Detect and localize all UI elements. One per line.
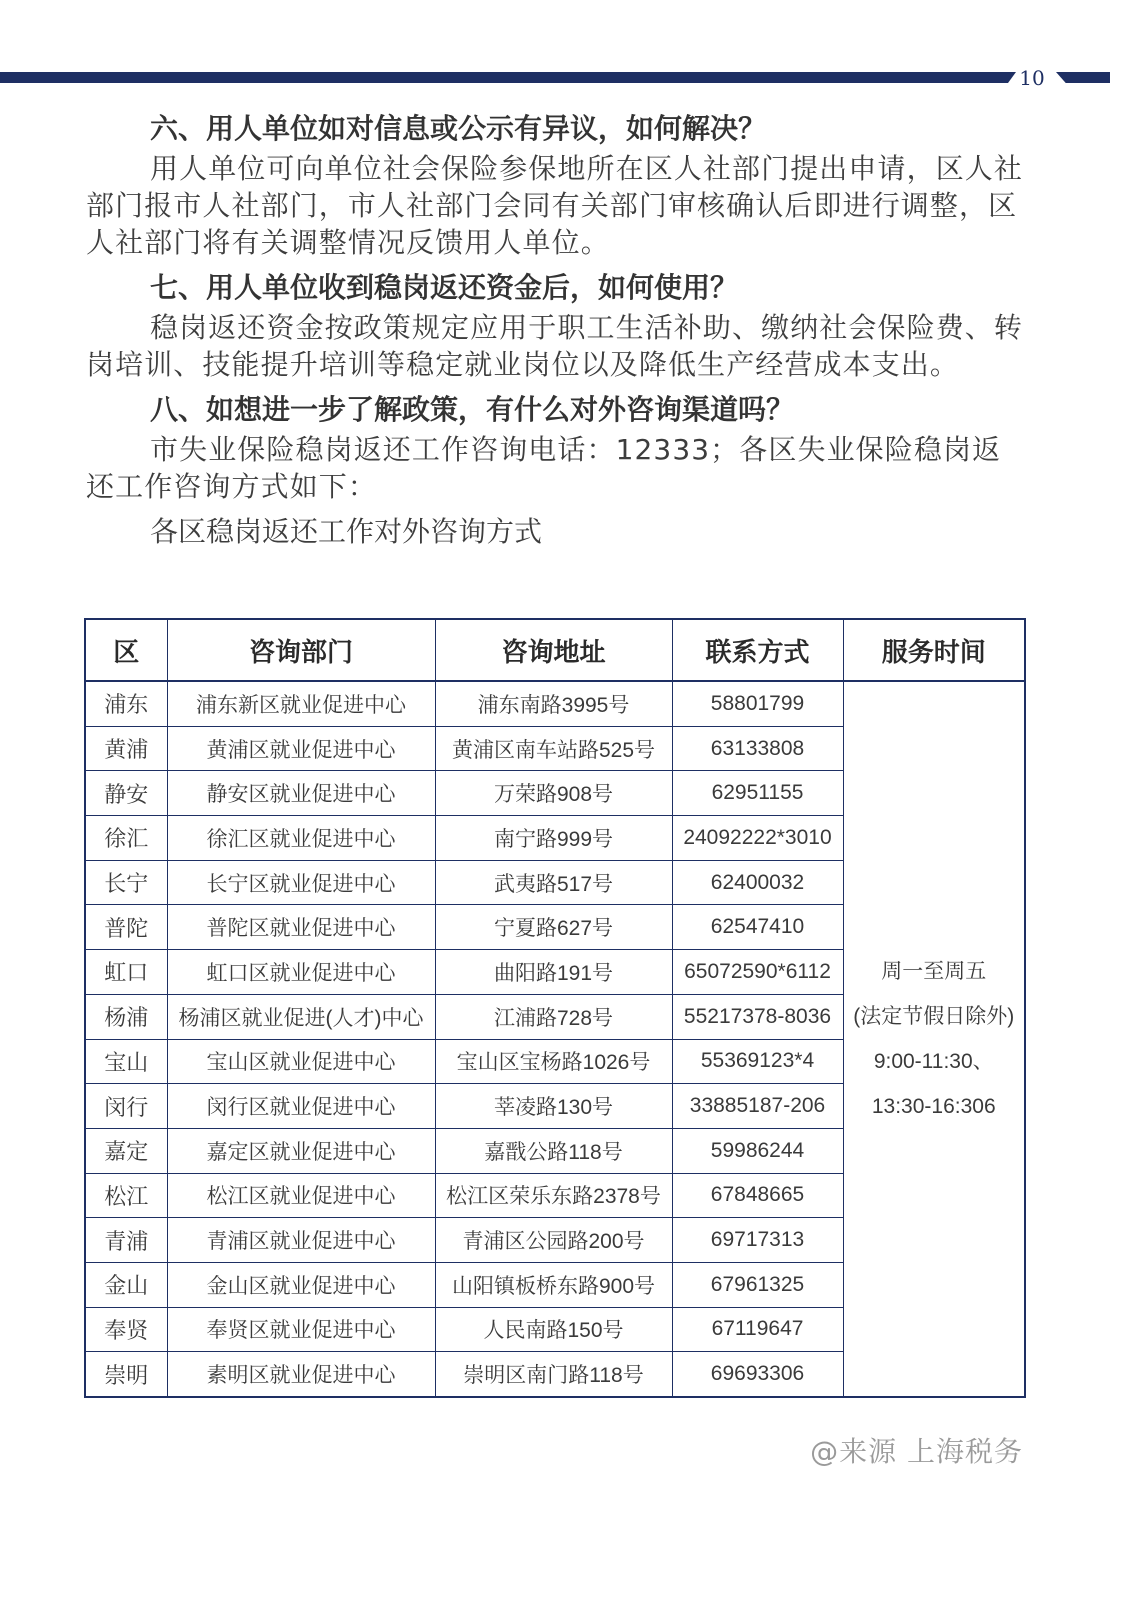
cell-phone: 67119647 <box>672 1307 843 1352</box>
header-contact: 联系方式 <box>672 619 843 681</box>
cell-district: 青浦 <box>85 1218 167 1263</box>
document-body <box>86 110 1026 550</box>
cell-department: 浦东新区就业促进中心 <box>167 681 435 726</box>
cell-phone: 62400032 <box>672 860 843 905</box>
cell-address: 南宁路999号 <box>435 816 672 861</box>
cell-department: 静安区就业促进中心 <box>167 771 435 816</box>
cell-department: 长宁区就业促进中心 <box>167 860 435 905</box>
cell-district: 长宁 <box>85 860 167 905</box>
cell-phone: 55369123*4 <box>672 1039 843 1084</box>
cell-address: 万荣路908号 <box>435 771 672 816</box>
cell-address: 浦东南路3995号 <box>435 681 672 726</box>
cell-district: 虹口 <box>85 950 167 995</box>
header-bar-notch <box>1008 72 1016 83</box>
cell-address: 宁夏路627号 <box>435 905 672 950</box>
cell-district: 崇明 <box>85 1352 167 1397</box>
header-bar <box>0 72 1008 83</box>
cell-service-time <box>843 681 1025 1397</box>
cell-department: 虹口区就业促进中心 <box>167 950 435 995</box>
cell-address: 江浦路728号 <box>435 994 672 1039</box>
cell-district: 宝山 <box>85 1039 167 1084</box>
cell-district: 闵行 <box>85 1084 167 1129</box>
service-time-line: 周一至周五 <box>881 960 987 983</box>
cell-phone: 69693306 <box>672 1352 843 1397</box>
cell-phone: 33885187-206 <box>672 1084 843 1129</box>
table-row <box>85 681 1025 726</box>
cell-district: 普陀 <box>85 905 167 950</box>
page-number: 10 <box>1019 66 1045 90</box>
cell-department: 闵行区就业促进中心 <box>167 1084 435 1129</box>
cell-phone: 62547410 <box>672 905 843 950</box>
cell-address: 人民南路150号 <box>435 1307 672 1352</box>
cell-department: 奉贤区就业促进中心 <box>167 1307 435 1352</box>
cell-district: 松江 <box>85 1173 167 1218</box>
cell-district: 杨浦 <box>85 994 167 1039</box>
cell-address: 黄浦区南车站路525号 <box>435 726 672 771</box>
question-7: 七、用人单位收到稳岗返还资金后，如何使用？ <box>150 271 739 304</box>
cell-department: 普陀区就业促进中心 <box>167 905 435 950</box>
cell-phone: 62951155 <box>672 771 843 816</box>
cell-department: 杨浦区就业促进(人才)中心 <box>167 994 435 1039</box>
header-address: 咨询地址 <box>435 619 672 681</box>
cell-address: 曲阳路191号 <box>435 950 672 995</box>
service-time-line: (法定节假日除外) <box>853 1005 1015 1028</box>
cell-phone: 58801799 <box>672 681 843 726</box>
consultation-table <box>84 618 1026 1398</box>
cell-department: 嘉定区就业促进中心 <box>167 1128 435 1173</box>
cell-district: 静安 <box>85 771 167 816</box>
question-6: 六、用人单位如对信息或公示有异议，如何解决？ <box>150 112 767 145</box>
cell-phone: 67961325 <box>672 1262 843 1307</box>
cell-address: 崇明区南门路118号 <box>435 1352 672 1397</box>
cell-department: 青浦区就业促进中心 <box>167 1218 435 1263</box>
cell-phone: 24092222*3010 <box>672 816 843 861</box>
cell-district: 徐汇 <box>85 816 167 861</box>
cell-department: 松江区就业促进中心 <box>167 1173 435 1218</box>
header-department: 咨询部门 <box>167 619 435 681</box>
cell-department: 素明区就业促进中心 <box>167 1352 435 1397</box>
table-header-row <box>85 619 1025 681</box>
cell-address: 松江区荣乐东路2378号 <box>435 1173 672 1218</box>
answer-8: 市失业保险稳岗返还工作咨询电话：12333；各区失业保险稳岗返还工作咨询方式如下： <box>86 433 1002 503</box>
cell-department: 宝山区就业促进中心 <box>167 1039 435 1084</box>
cell-phone: 69717313 <box>672 1218 843 1263</box>
cell-phone: 65072590*6112 <box>672 950 843 995</box>
cell-district: 奉贤 <box>85 1307 167 1352</box>
cell-address: 青浦区公园路200号 <box>435 1218 672 1263</box>
cell-district: 嘉定 <box>85 1128 167 1173</box>
question-8: 八、如想进一步了解政策，有什么对外咨询渠道吗？ <box>150 393 795 426</box>
cell-phone: 55217378-8036 <box>672 994 843 1039</box>
cell-department: 金山区就业促进中心 <box>167 1262 435 1307</box>
header-district: 区 <box>85 619 167 681</box>
answer-6: 用人单位可向单位社会保险参保地所在区人社部门提出申请，区人社部门报市人社部门，市人社部门会同有关部门审核确认后即进行调整，区人社部门将有关调整情况反馈用人单位。 <box>86 152 1024 259</box>
service-time-line: 9:00-11:30、 <box>873 1050 994 1073</box>
header-bar-tail <box>1056 72 1110 83</box>
table-caption: 各区稳岗返还工作对外咨询方式 <box>150 515 543 548</box>
cell-district: 黄浦 <box>85 726 167 771</box>
service-time-line: 13:30-16:306 <box>871 1095 996 1118</box>
cell-department: 徐汇区就业促进中心 <box>167 816 435 861</box>
cell-phone: 67848665 <box>672 1173 843 1218</box>
cell-district: 浦东 <box>85 681 167 726</box>
cell-address: 山阳镇板桥东路900号 <box>435 1262 672 1307</box>
cell-address: 宝山区宝杨路1026号 <box>435 1039 672 1084</box>
cell-address: 莘凌路130号 <box>435 1084 672 1129</box>
cell-address: 武夷路517号 <box>435 860 672 905</box>
cell-phone: 59986244 <box>672 1128 843 1173</box>
cell-department: 黄浦区就业促进中心 <box>167 726 435 771</box>
cell-district: 金山 <box>85 1262 167 1307</box>
answer-7: 稳岗返还资金按政策规定应用于职工生活补助、缴纳社会保险费、转岗培训、技能提升培训等稳定就业岗位以及降低生产经营成本支出。 <box>86 311 1024 381</box>
header-service-time: 服务时间 <box>843 619 1025 681</box>
cell-address: 嘉戬公路118号 <box>435 1128 672 1173</box>
cell-phone: 63133808 <box>672 726 843 771</box>
source-watermark: @来源 上海税务 <box>810 1435 1023 1468</box>
